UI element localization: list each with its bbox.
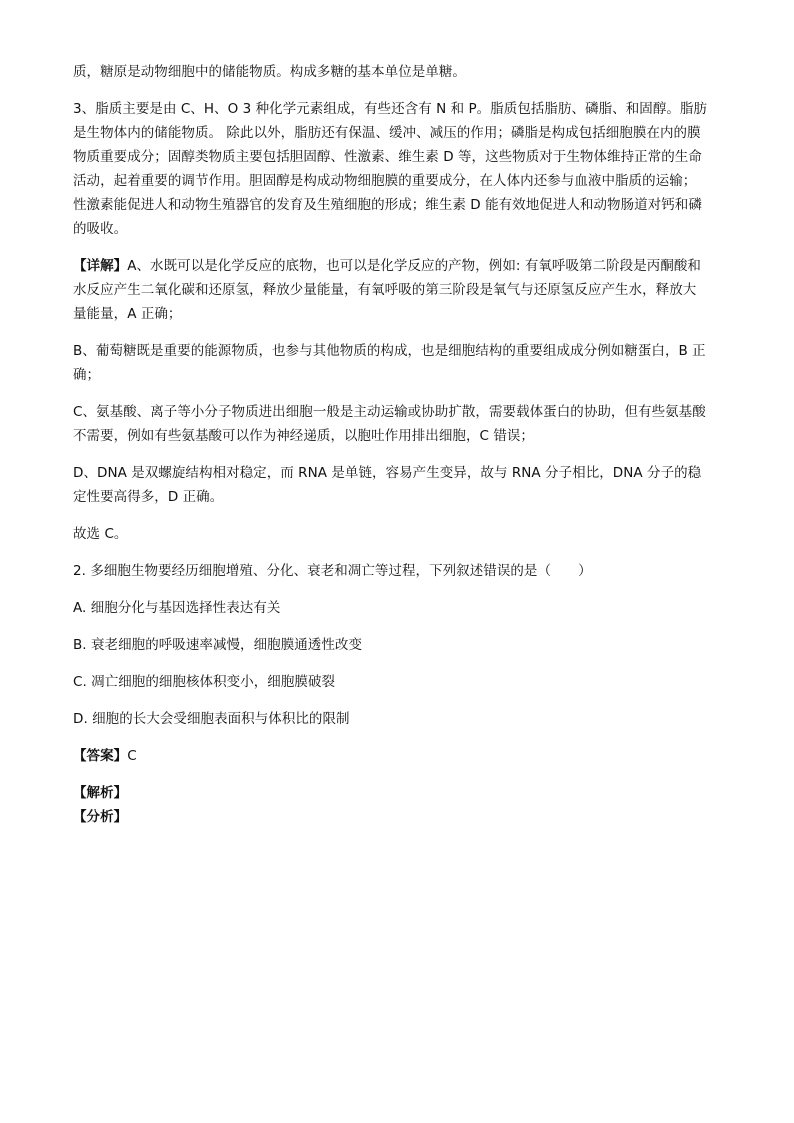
option-b: B. 衰老细胞的呼吸速率减慢，细胞膜通透性改变 [73,637,362,653]
option-d: D. 细胞的长大会受细胞表面积与体积比的限制 [73,711,350,727]
question-stem: 2. 多细胞生物要经历细胞增殖、分化、衰老和凋亡等过程，下列叙述错误的是（ ） [73,563,592,579]
text-line: 的吸收。 [73,221,128,237]
text-line: 量能量，A 正确； [73,306,182,322]
text-line: 确； [73,367,101,383]
text-line: 活动，起着重要的调节作用。胆固醇是构成动物细胞膜的重要成分，在人体内还参与血液中脂质的运输； [73,173,697,189]
text-line: D、DNA 是双螺旋结构相对稳定，而 RNA 是单链，容易产生变异，故与 RNA 分子相比，DNA 分子的稳 [73,465,702,481]
breakdown-heading: 【分析】 [73,809,128,825]
detail-section [73,254,723,278]
text-line: 不需要，例如有些氨基酸可以作为神经递质，以胞吐作用排出细胞，C 错误； [73,428,534,444]
text-line: 物质重要成分；固醇类物质主要包括胆固醇、性激素、维生素 D 等，这些物质对于生物体维持正常的生命 [73,149,702,165]
answer-value: C [127,748,137,764]
option-a: A. 细胞分化与基因选择性表达有关 [73,600,281,616]
text-line: 水反应产生二氧化碳和还原氢，释放少量能量，有氧呼吸的第三阶段是氧气与还原氢反应产生水，释放大 [73,282,697,298]
answer-heading: 【答案】 [73,748,128,764]
text-line: 质，糖原是动物细胞中的储能物质。构成多糖的基本单位是单糖。 [73,64,466,80]
detail-heading: 【详解】 [73,258,128,274]
answer-line [73,744,723,768]
text-line: B、葡萄糖既是重要的能源物质，也参与其他物质的构成，也是细胞结构的重要组成成分例如糖蛋白，B 正 [73,343,706,359]
text-line: A、水既可以是化学反应的底物，也可以是化学反应的产物，例如: 有氧呼吸第二阶段是丙酮酸和 [127,258,701,274]
document-page [73,60,723,829]
text-line: 3、脂质主要是由 C、H、O 3 种化学元素组成，有些还含有 N 和 P。脂质包括脂肪、磷脂、和固醇。脂肪 [73,101,708,117]
option-c: C. 凋亡细胞的细胞核体积变小，细胞膜破裂 [73,674,336,690]
text-line: C、氨基酸、离子等小分子物质进出细胞一般是主动运输或协助扩散，需要载体蛋白的协助，但有些氨基酸 [73,404,706,420]
text-line: 定性要高得多，D 正确。 [73,489,224,505]
text-line: 是生物体内的储能物质。 除此以外，脂肪还有保温、缓冲、减压的作用；磷脂是构成包括细胞膜在内的膜 [73,125,701,141]
conclusion-line: 故选 C。 [73,526,128,542]
text-line: 性激素能促进人和动物生殖器官的发育及生殖细胞的形成；维生素 D 能有效地促进人和动物肠道对钙和磷 [73,197,702,213]
analysis-heading: 【解析】 [73,785,128,801]
